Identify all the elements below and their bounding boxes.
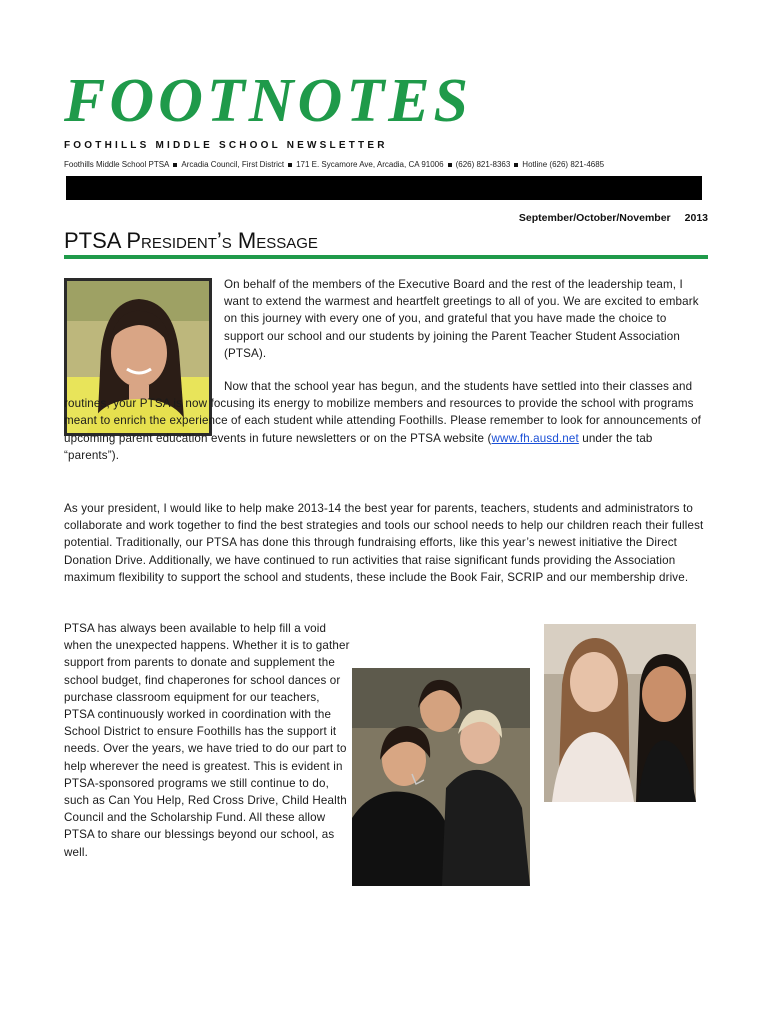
volunteers-group-photo (352, 668, 530, 886)
bullet-icon (514, 163, 518, 167)
issue-year: 2013 (684, 212, 708, 224)
contact-phone: (626) 821-8363 (455, 160, 511, 169)
section-heading: PTSA President’s Message (64, 228, 318, 253)
bullet-icon (173, 163, 177, 167)
article-paragraph-2 (64, 378, 704, 464)
contact-line (64, 160, 604, 169)
bullet-icon (448, 163, 452, 167)
article-paragraph-4: PTSA has always been available to help fill a void when the unexpected happens. Whether it is to gather support from parents to donate and supplement the school budget, find chaperones for school dances or purchase classroom equipment for our teachers, PTSA continuously worked in coordination with the School District to ensure Foothills has the support it needs. Over the years, we have tried to do our part to help wherever the need is greatest. This is evident in PTSA-sponsored programs we still continue to do, such as Can You Help, Red Cross Drive, Child Health Council and the Scholarship Fund. All these allow PTSA to share our blessings beyond our school, as well. (64, 622, 350, 859)
contact-hotline: Hotline (626) 821-4685 (522, 160, 605, 169)
contact-council: Arcadia Council, First District (181, 160, 285, 169)
issue-months: September/October/November (518, 212, 671, 224)
paragraph-2-text: Now that the school year has begun, and the students have settled into their classes and routines, your PTSA is now focusing its energy to mobilize members and resources to provide the school with programs meant to enrich the experience of each student while attending Foothills. Please remember to look for announcements of upcoming parent education events in future newsletters or on the PTSA website ( (64, 380, 702, 445)
friends-photo-icon (544, 624, 696, 802)
header-bar (66, 176, 702, 200)
group-photo-icon (352, 668, 530, 886)
bullet-icon (288, 163, 292, 167)
issue-date (519, 212, 708, 224)
article-paragraph-3: As your president, I would like to help make 2013-14 the best year for parents, teachers, students and administrators to collaborate and work together to find the best strategies and tools our school needs to help our children reach their fullest potential. Traditionally, our PTSA has done this through fundraising efforts, like this year’s newest initiative the Direct Donation Drive. Additionally, we have continued to run activities that raise significant funds providing the Association maximum flexibility to support the school and students, these include the Book Fair, SCRIP and our membership drive. (64, 502, 704, 584)
section-divider (64, 255, 708, 259)
newsletter-subtitle: FOOTHILLS MIDDLE SCHOOL NEWSLETTER (64, 140, 388, 151)
contact-org: Foothills Middle School PTSA (64, 160, 170, 169)
newsletter-title: FOOTNOTES (64, 67, 473, 135)
paragraph-2-text-end: under the tab “parents”). (64, 431, 653, 462)
ptsa-website-link[interactable]: www.fh.ausd.net (491, 431, 579, 445)
two-women-photo (544, 624, 696, 802)
contact-address: 171 E. Sycamore Ave, Arcadia, CA 91006 (296, 160, 444, 169)
article-paragraph-1: On behalf of the members of the Executive Board and the rest of the leadership team, I want to extend the warmest and heartfelt greetings to all of you. We are excited to embark on this journey with every one of you, and grateful that you have made the choice to support our school and our students by joining the Parent Teacher Student Association (PTSA). (224, 278, 699, 360)
